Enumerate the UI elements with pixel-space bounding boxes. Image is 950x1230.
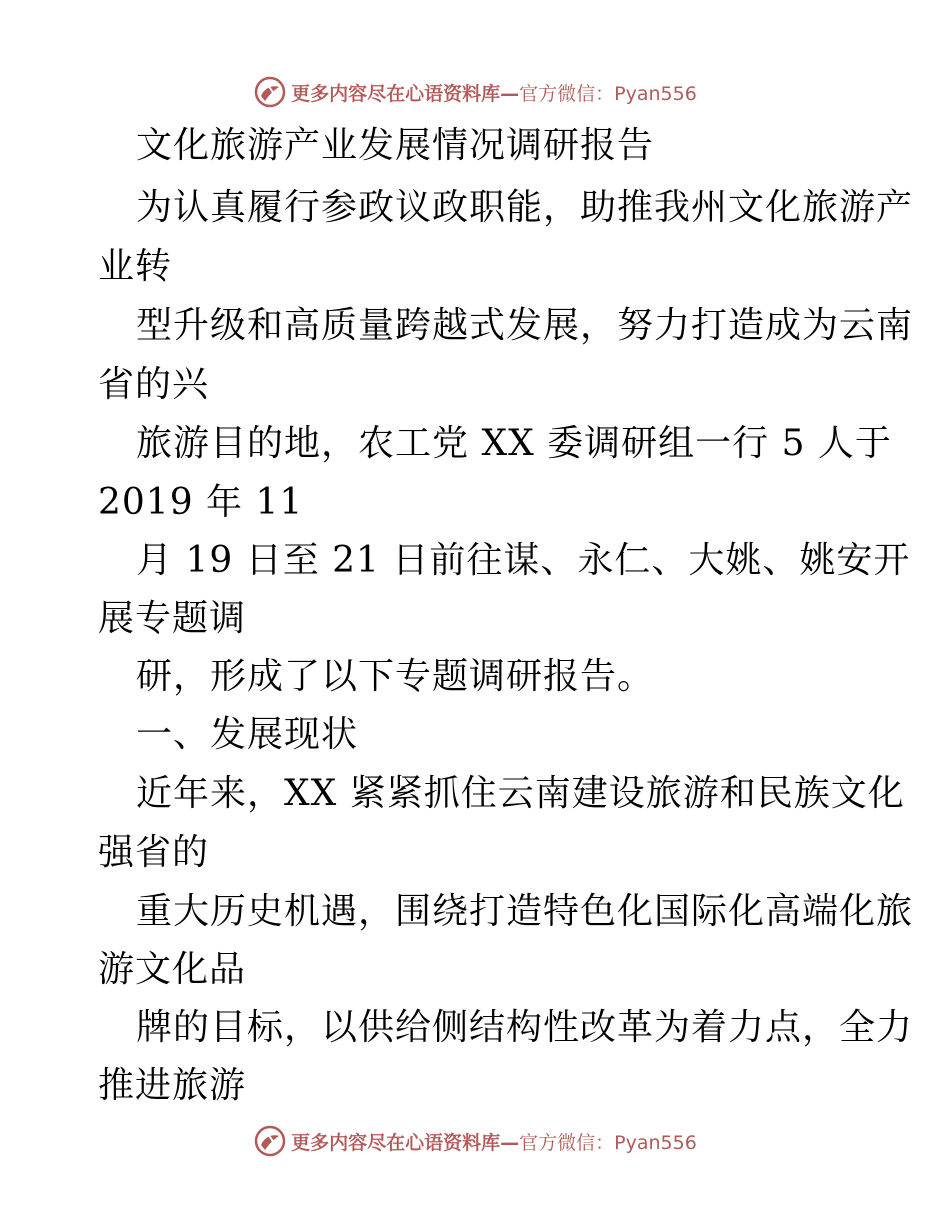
watermark-text: 更多内容尽在心语资料库—官方微信：Pyan556: [291, 82, 697, 105]
paragraph-line: 2019 年 11: [98, 482, 304, 523]
section-heading: 一、发展现状: [136, 714, 359, 755]
seal-logo-icon: [253, 75, 287, 109]
watermark-text: 更多内容尽在心语资料库—官方微信：Pyan556: [291, 1131, 697, 1154]
paragraph-line: 型升级和高质量跨越式发展，努力打造成为云南: [136, 305, 914, 346]
paragraph-line: 为认真履行参政议政职能，助推我州文化旅游产: [136, 187, 914, 228]
paragraph-line: 牌的目标，以供给侧结构性改革为着力点，全力: [136, 1007, 914, 1048]
footer-watermark-banner: [0, 1121, 950, 1161]
paragraph-line: 旅游目的地，农工党 XX 委调研组一行 5 人于: [136, 423, 892, 464]
paragraph-line: 近年来，XX 紧紧抓住云南建设旅游和民族文化: [136, 773, 905, 814]
header-watermark-banner: [0, 72, 950, 112]
seal-logo-icon: [253, 1124, 287, 1158]
paragraph-line: 重大历史机遇，围绕打造特色化国际化高端化旅: [136, 891, 914, 932]
paragraph-line: 研，形成了以下专题调研报告。: [136, 656, 655, 697]
document-title: 文化旅游产业发展情况调研报告: [136, 125, 655, 166]
paragraph-line: 推进旅游: [98, 1065, 247, 1106]
paragraph-line: 游文化品: [98, 949, 247, 990]
paragraph-line: 省的兴: [98, 364, 210, 405]
paragraph-line: 强省的: [98, 832, 210, 873]
paragraph-line: 月 19 日至 21 日前往谋、永仁、大姚、姚安开: [136, 540, 911, 581]
paragraph-line: 展专题调: [98, 598, 247, 639]
paragraph-line: 业转: [98, 246, 173, 287]
